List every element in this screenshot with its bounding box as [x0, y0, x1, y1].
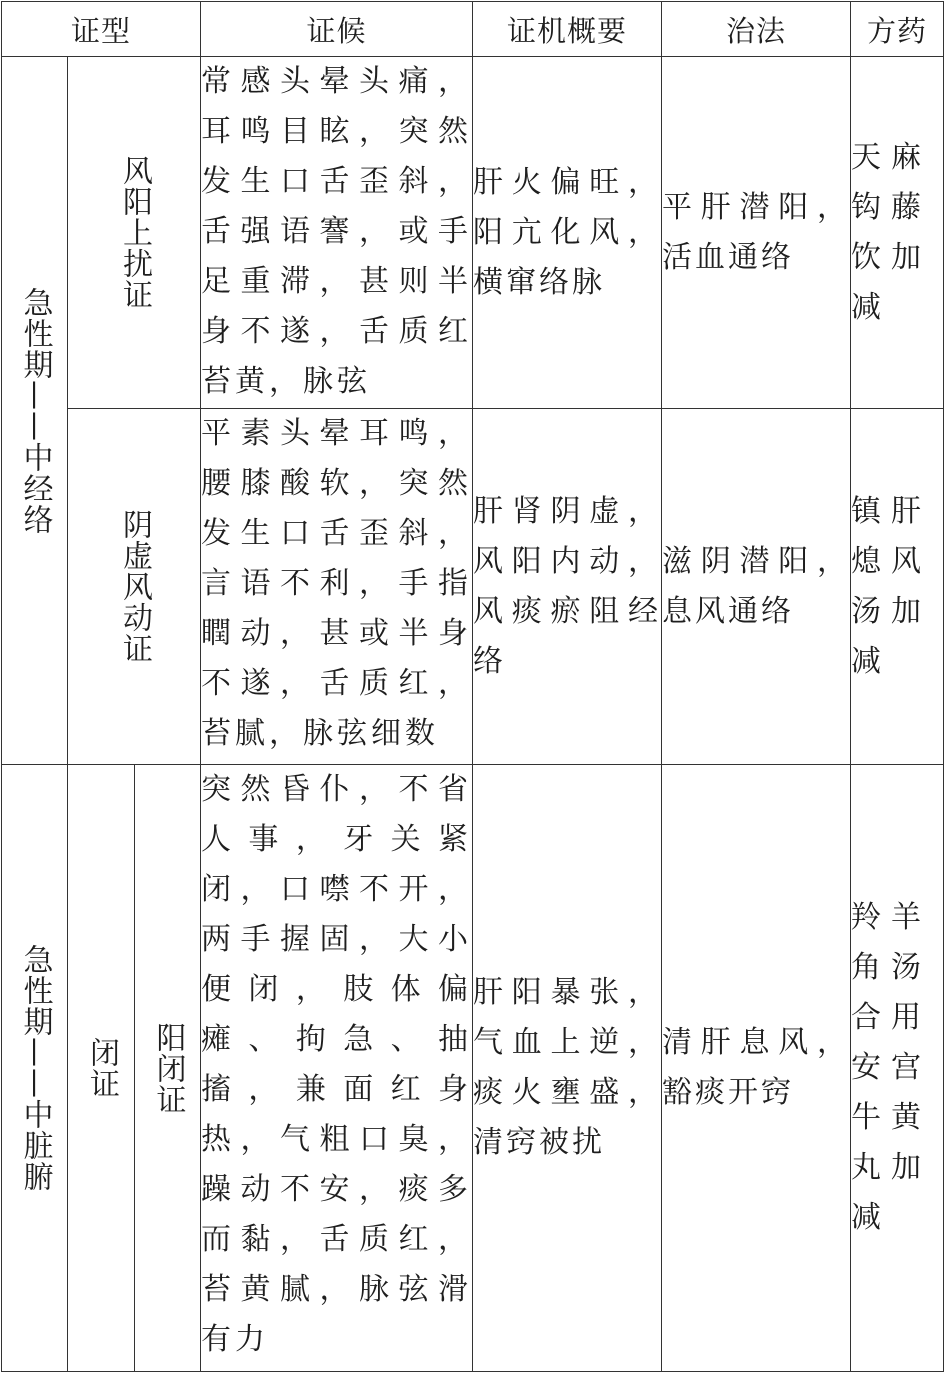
syndrome-type-cell	[68, 765, 135, 1372]
stage-label: 急性期——中脏腑	[17, 944, 53, 1192]
treatment-cell: 滋阴潜阳，息风通络	[662, 409, 851, 765]
prescription-cell: 羚羊角汤合用安宫牛黄丸加减	[851, 765, 944, 1372]
header-zhengxing: 证型	[2, 2, 201, 57]
symptoms-cell: 常感头晕头痛，耳鸣目眩，突然发生口舌歪斜，舌强语謇，或手足重滞，甚则半身不遂，舌质红苔黄，脉弦	[201, 57, 473, 409]
pathogenesis-cell: 肝肾阴虚，风阳内动，风痰瘀阻经络	[473, 409, 662, 765]
treatment-cell: 清肝息风，豁痰开窍	[662, 765, 851, 1372]
prescription-cell: 镇肝熄风汤加减	[851, 409, 944, 765]
header-fangyao: 方药	[851, 2, 944, 57]
header-zhenghou: 证候	[201, 2, 473, 57]
syndrome-subtype-label: 阳闭证	[150, 1021, 186, 1115]
pathogenesis-cell: 肝火偏旺，阳亢化风，横窜络脉	[473, 57, 662, 409]
syndrome-table	[1, 1, 944, 1372]
header-zhengji: 证机概要	[473, 2, 662, 57]
table-row	[2, 57, 944, 409]
stage-label: 急性期——中经络	[17, 286, 53, 535]
symptoms-cell: 突然昏仆，不省人事，牙关紧闭，口噤不开，两手握固，大小便闭，肢体偏瘫、拘急、抽搐，兼面红身热，气粗口臭，躁动不安，痰多而黏，舌质红，苔黄腻，脉弦滑有力	[201, 765, 473, 1372]
syndrome-type-cell	[68, 57, 201, 409]
treatment-cell: 平肝潜阳，活血通络	[662, 57, 851, 409]
syndrome-type-label: 阴虚风动证	[117, 509, 153, 664]
syndrome-subtype-cell	[135, 765, 201, 1372]
symptoms-cell: 平素头晕耳鸣，腰膝酸软，突然发生口舌歪斜，言语不利，手指瞤动，甚或半身不遂，舌质红，苔腻，脉弦细数	[201, 409, 473, 765]
header-zhifa: 治法	[662, 2, 851, 57]
syndrome-type-label: 闭证	[84, 1037, 119, 1099]
pathogenesis-cell: 肝阳暴张，气血上逆，痰火壅盛，清窍被扰	[473, 765, 662, 1372]
stage-cell	[2, 57, 68, 765]
syndrome-type-cell	[68, 409, 201, 765]
header-row	[2, 2, 944, 57]
table-row	[2, 765, 944, 1372]
prescription-cell: 天麻钩藤饮加减	[851, 57, 944, 409]
stage-cell	[2, 765, 68, 1372]
table-row	[2, 409, 944, 765]
syndrome-type-label: 风阳上扰证	[117, 155, 153, 310]
